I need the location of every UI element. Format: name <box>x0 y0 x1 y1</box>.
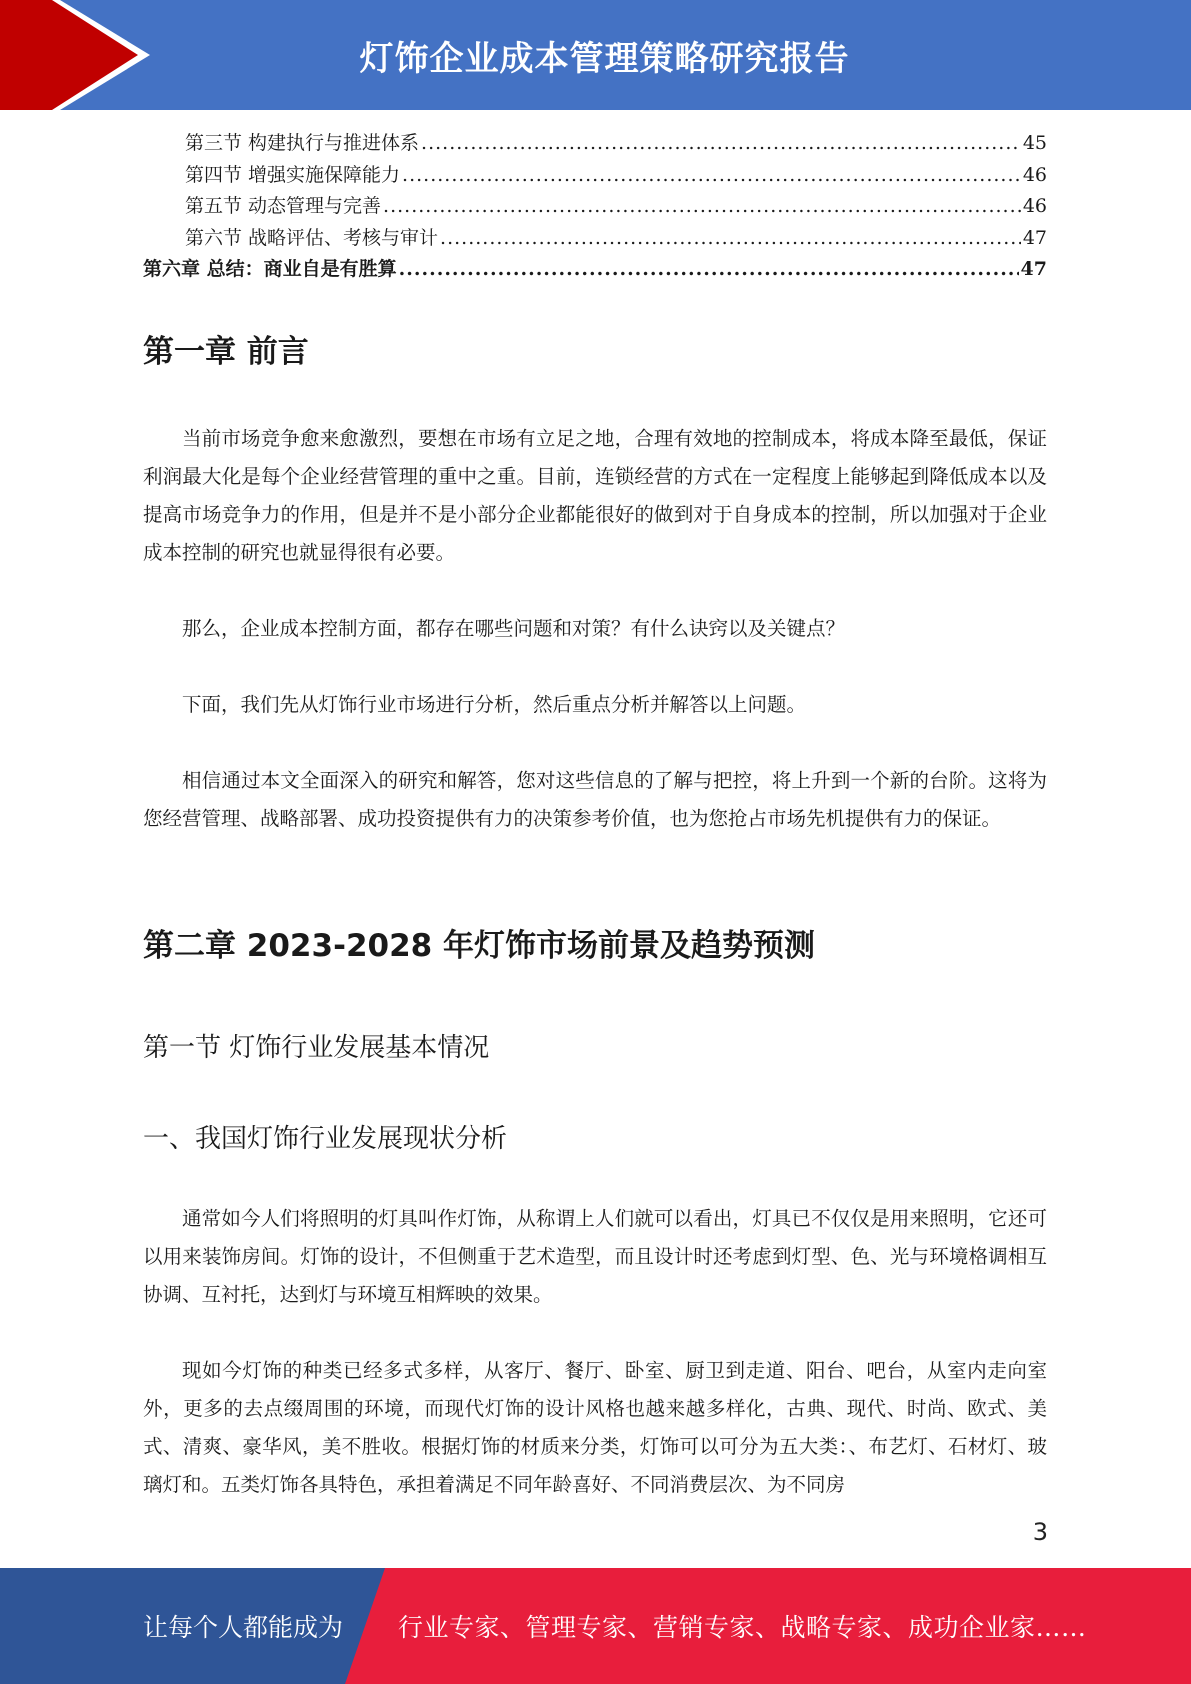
paragraph: 现如今灯饰的种类已经多式多样，从客厅、餐厅、卧室、厨卫到走道、阳台、吧台，从室内走向室外，更多的去点缀周围的环境，而现代灯饰的设计风格也越来越多样化，古典、现代、时尚、欧式、美式、清爽、豪华风，美不胜收。根据灯饰的材质来分类，灯饰可以可分为五大类：、布艺灯、石材灯、玻璃灯和。五类灯饰各具特色，承担着满足不同年龄喜好、不同消费层次、为不同房 <box>143 1359 1047 1496</box>
toc-entry-title: 第四节 增强实施保障能力 <box>185 163 401 186</box>
toc-entry-page: 46 <box>1022 195 1047 217</box>
toc-entry-page: 47 <box>1020 258 1047 280</box>
chapter-heading: 第一章 前言 <box>143 334 309 370</box>
paragraph: 下面，我们先从灯饰行业市场进行分析，然后重点分析并解答以上问题。 <box>182 693 807 716</box>
toc-leader-dots <box>399 254 1019 286</box>
toc-entry[interactable] <box>143 223 1047 255</box>
section-heading: 第一节 灯饰行业发展基本情况 <box>143 1033 490 1063</box>
toc-entry[interactable] <box>143 160 1047 192</box>
toc-leader-dots <box>440 223 1021 255</box>
toc-entry-page: 45 <box>1022 132 1047 154</box>
toc-entry[interactable] <box>143 128 1047 160</box>
paragraph: 那么，企业成本控制方面，都存在哪些问题和对策？有什么诀窍以及关键点？ <box>182 617 846 640</box>
toc-entry-page: 47 <box>1022 226 1047 249</box>
toc-leader-dots <box>421 128 1021 160</box>
toc-chapter-entry[interactable] <box>143 254 1047 286</box>
subsection-heading: 一、我国灯饰行业发展现状分析 <box>143 1124 508 1154</box>
toc-entry-title: 第六节 战略评估、考核与审计 <box>185 226 439 249</box>
toc-leader-dots <box>402 160 1021 192</box>
report-title: 灯饰企业成本管理策略研究报告 <box>359 38 850 79</box>
chapter-heading: 第二章 2023-2028 年灯饰市场前景及趋势预测 <box>143 928 816 964</box>
footer-slogan-left: 让每个人都能成为 <box>143 1613 344 1642</box>
paragraph: 当前市场竞争愈来愈激烈，要想在市场有立足之地，合理有效地的控制成本，将成本降至最低，保证利润最大化是每个企业经营管理的重中之重。目前，连锁经营的方式在一定程度上能够起到降低成本以及提高市场竞争力的作用，但是并不是小部分企业都能很好的做到对于自身成本的控制，所以加强对于企业成本控制的研究也就显得很有必要。 <box>143 427 1047 564</box>
toc-entry-title: 第五节 动态管理与完善 <box>185 195 382 217</box>
footer-banner <box>0 1568 1191 1684</box>
table-of-contents <box>143 128 1047 286</box>
toc-entry-page: 46 <box>1022 163 1047 186</box>
toc-leader-dots <box>383 191 1021 223</box>
toc-entry-title: 第三节 构建执行与推进体系 <box>185 132 420 154</box>
toc-entry[interactable] <box>143 191 1047 223</box>
toc-entry-title: 第六章 总结：商业自是有胜算 <box>143 258 397 280</box>
paragraph: 通常如今人们将照明的灯具叫作灯饰，从称谓上人们就可以看出，灯具已不仅仅是用来照明，它还可以用来装饰房间。灯饰的设计，不但侧重于艺术造型，而且设计时还考虑到灯型、色、光与环境格调相互协调、互衬托，达到灯与环境互相辉映的效果。 <box>143 1207 1047 1306</box>
paragraph: 相信通过本文全面深入的研究和解答，您对这些信息的了解与把控，将上升到一个新的台阶。这将为您经营管理、战略部署、成功投资提供有力的决策参考价值，也为您抢占市场先机提供有力的保证。 <box>143 769 1047 830</box>
footer-slogan-right: 行业专家、管理专家、营销专家、战略专家、成功企业家…… <box>398 1613 1087 1642</box>
header-banner <box>0 0 1191 110</box>
page-number: 3 <box>1032 1518 1048 1546</box>
